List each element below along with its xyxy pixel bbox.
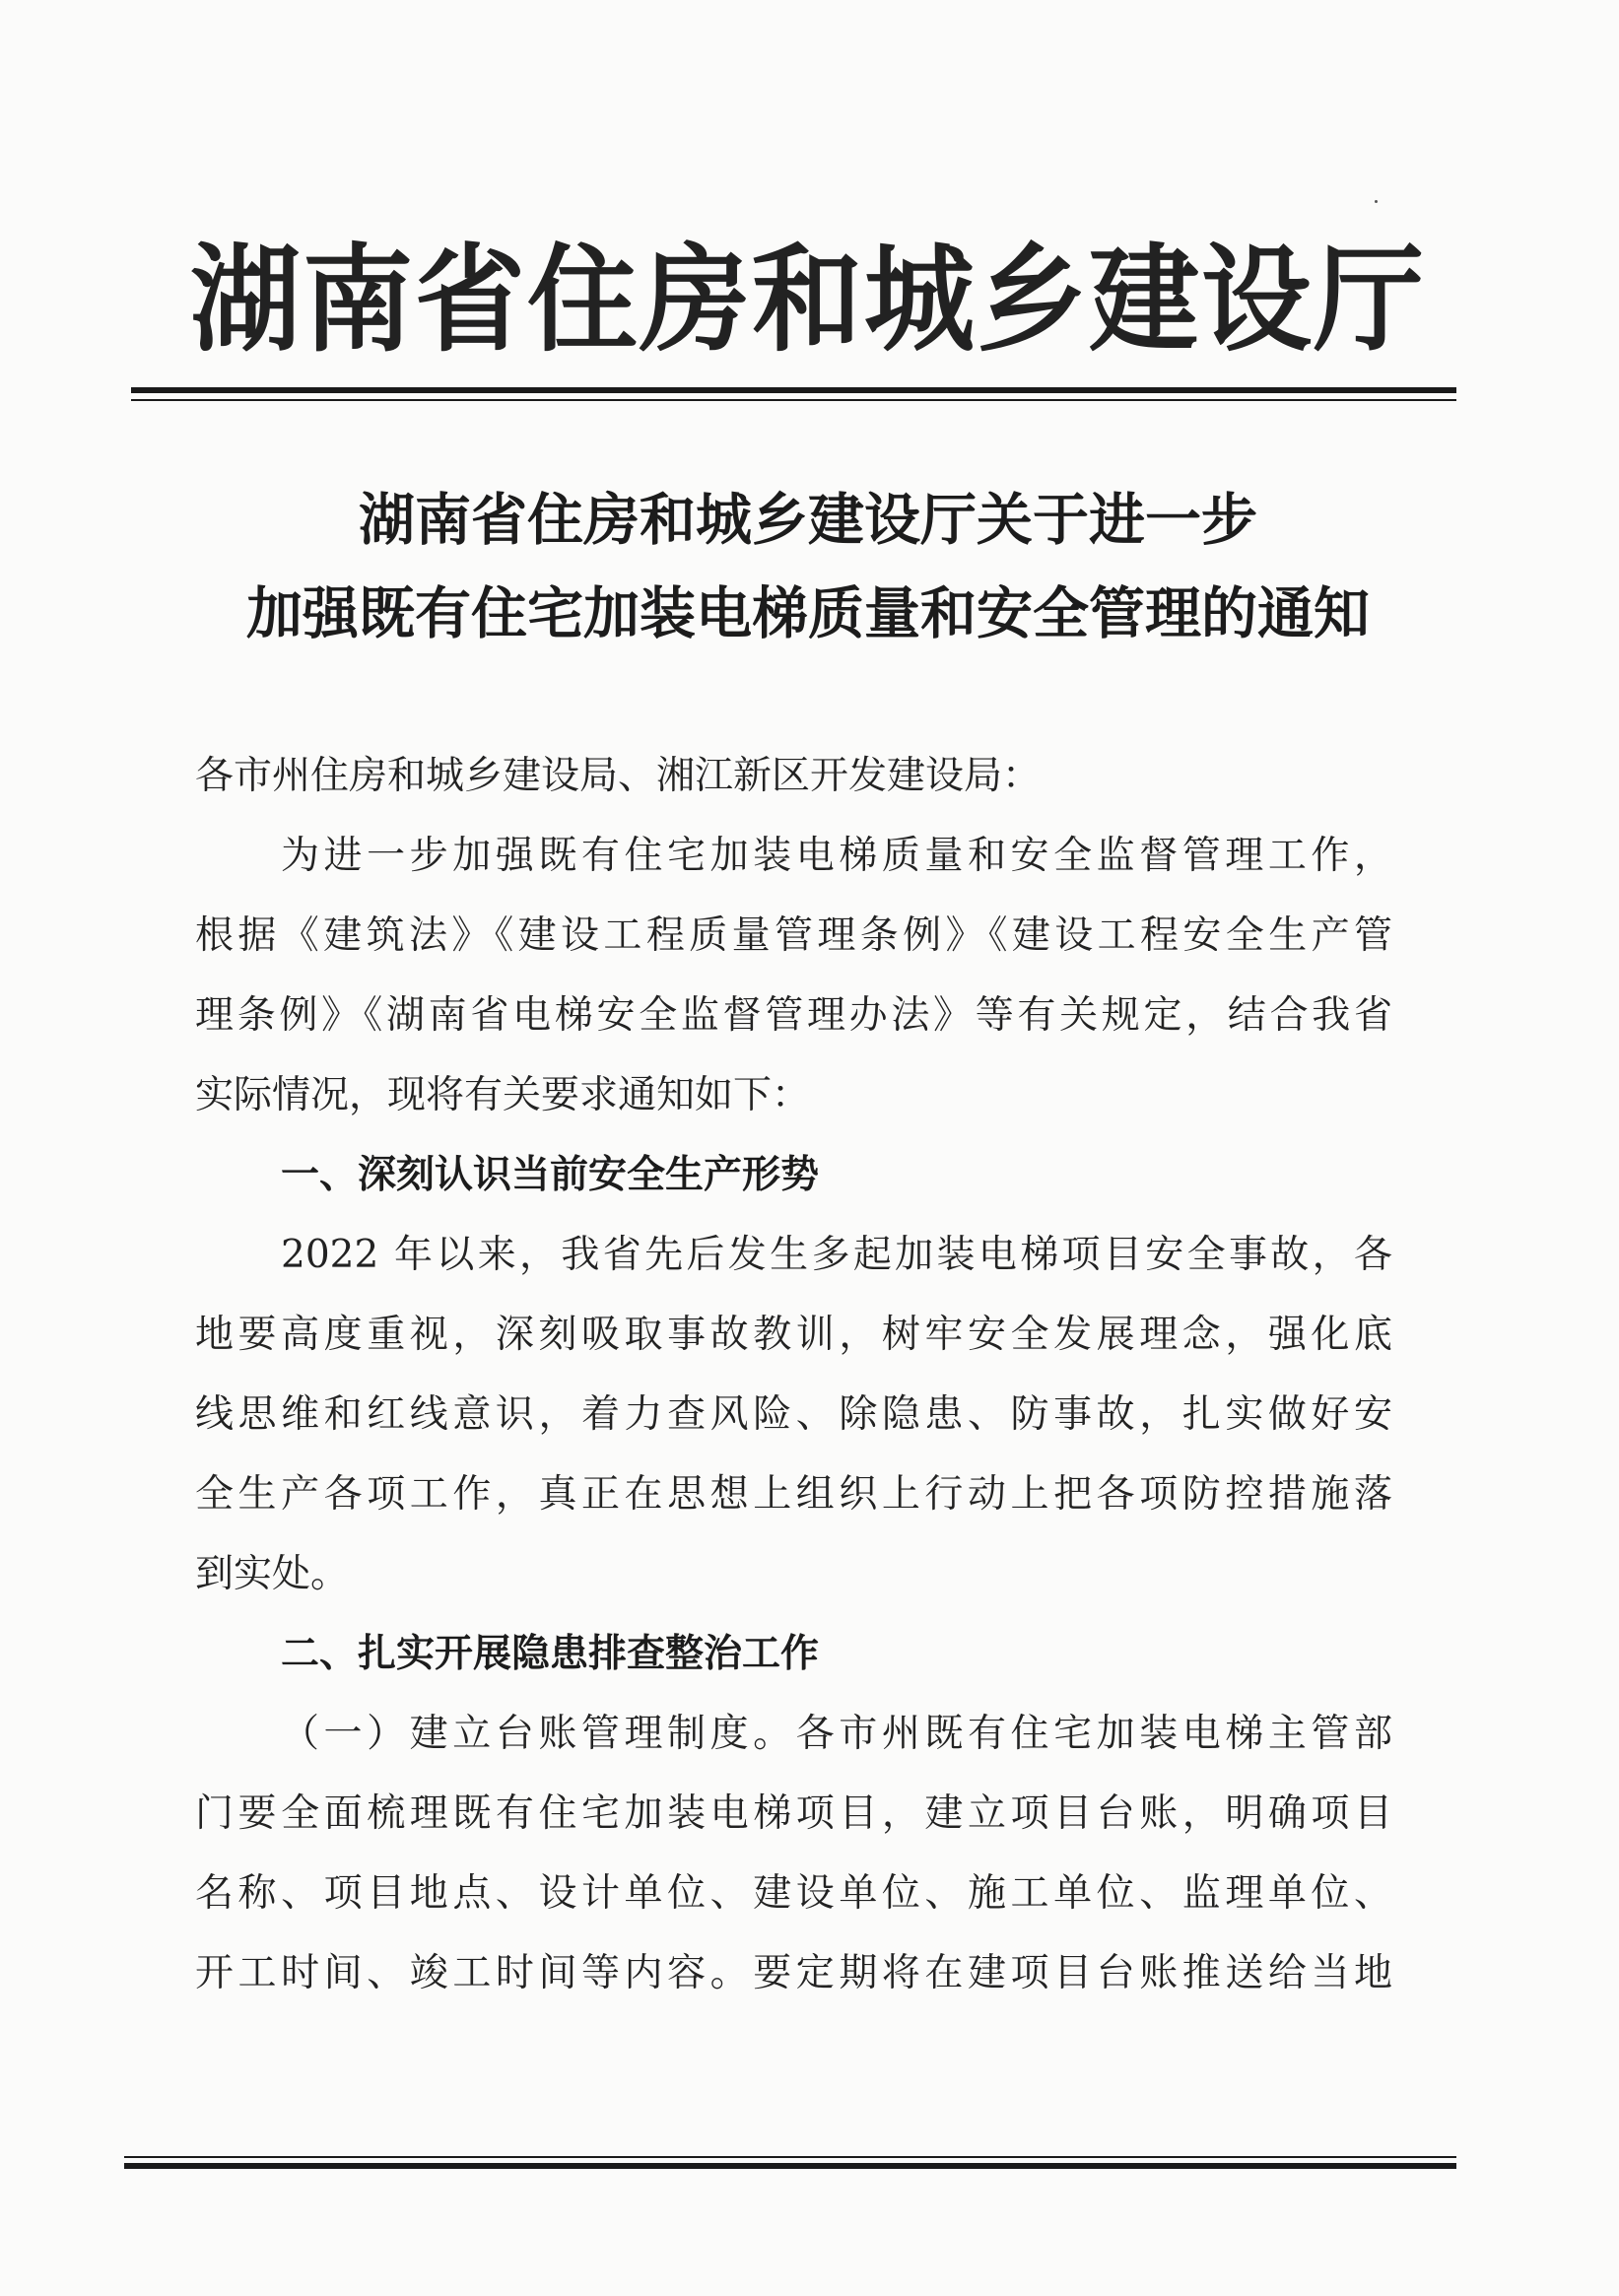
document-title-line-1: 湖南省住房和城乡建设厅关于进一步 bbox=[359, 487, 1257, 553]
section-heading-1: 一、深刻认识当前安全生产形势 bbox=[281, 1153, 820, 1197]
paragraph-line: 地要高度重视，深刻吸取事故教训，树牢安全发展理念，强化底 bbox=[195, 1313, 1392, 1357]
footer-rule-thick bbox=[124, 2163, 1456, 2169]
paragraph-line: 门要全面梳理既有住宅加装电梯项目，建立项目台账，明确项目 bbox=[195, 1791, 1392, 1836]
paragraph-line: 2022 年以来，我省先后发生多起加装电梯项目安全事故，各 bbox=[281, 1233, 1392, 1277]
paragraph-line: 线思维和红线意识，着力查风险、除隐患、防事故，扎实做好安 bbox=[195, 1392, 1392, 1437]
paragraph-line: 根据《建筑法》《建设工程质量管理条例》《建设工程安全生产管 bbox=[195, 913, 1392, 958]
paragraph-line: 全生产各项工作，真正在思想上组织上行动上把各项防控措施落 bbox=[195, 1472, 1392, 1517]
footer-rule-thin bbox=[124, 2156, 1456, 2158]
salutation: 各市州住房和城乡建设局、湘江新区开发建设局： bbox=[195, 754, 1042, 798]
paragraph-line: （一）建立台账管理制度。各市州既有住宅加装电梯主管部 bbox=[281, 1712, 1392, 1756]
scan-speck bbox=[1375, 200, 1378, 203]
paragraph-line: 为进一步加强既有住宅加装电梯质量和安全监督管理工作， bbox=[281, 834, 1392, 878]
paragraph-line: 理条例》《湖南省电梯安全监督管理办法》等有关规定，结合我省 bbox=[195, 993, 1392, 1038]
letterhead-rule-thick bbox=[131, 387, 1456, 393]
letterhead-rule-thin bbox=[131, 399, 1456, 401]
paragraph-line: 开工时间、竣工时间等内容。要定期将在建项目台账推送给当地 bbox=[195, 1951, 1392, 1995]
paragraph-line: 实际情况，现将有关要求通知如下： bbox=[195, 1073, 811, 1117]
section-heading-2: 二、扎实开展隐患排查整治工作 bbox=[281, 1632, 820, 1676]
paragraph-line: 名称、项目地点、设计单位、建设单位、施工单位、监理单位、 bbox=[195, 1871, 1392, 1916]
letterhead-org-name: 湖南省住房和城乡建设厅 bbox=[190, 233, 1426, 369]
document-title-line-2: 加强既有住宅加装电梯质量和安全管理的通知 bbox=[246, 580, 1370, 646]
paragraph-line: 到实处。 bbox=[195, 1552, 350, 1596]
